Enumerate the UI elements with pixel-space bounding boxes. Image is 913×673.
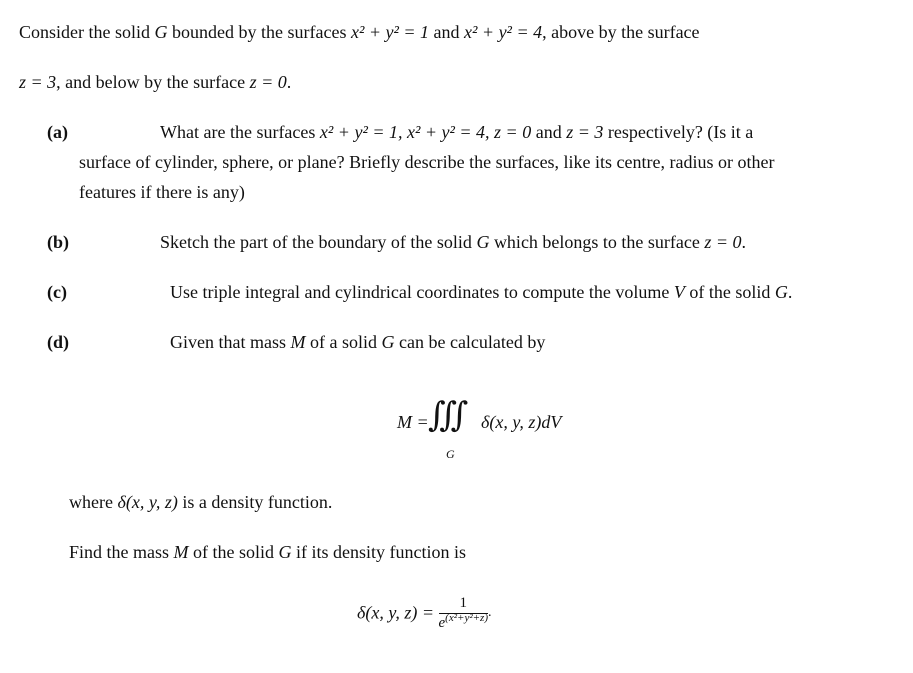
- intro-text: bounded by the surfaces: [167, 22, 351, 42]
- part-a-text: What are the surfaces: [160, 122, 320, 142]
- intro-line-2: [19, 71, 291, 93]
- part-a-line-1: [160, 121, 753, 143]
- part-a-line-2: surface of cylinder, sphere, or plane? Briefly describe the surfaces, like its centre, radius or other: [79, 152, 775, 172]
- triple-integral-symbol: ∭: [428, 397, 460, 434]
- part-b-text: which belongs to the surface: [489, 232, 705, 252]
- part-a-line-3: features if there is any): [79, 182, 245, 202]
- equation-top-plane: z = 3: [19, 72, 57, 92]
- fraction-denominator: [439, 614, 489, 632]
- part-d-line: [170, 331, 545, 353]
- where-text: is a density function.: [177, 492, 333, 512]
- solid-symbol: G: [381, 332, 395, 352]
- intro-text: and: [429, 22, 465, 42]
- part-d-text: can be calculated by: [394, 332, 546, 352]
- mass-symbol: M: [290, 332, 306, 352]
- where-text: where: [69, 492, 118, 512]
- density-formula-period: .: [488, 605, 492, 620]
- part-b-label: (b): [47, 232, 69, 252]
- part-a-equations: x² + y² = 1, x² + y² = 4, z = 0: [319, 122, 532, 142]
- intro-text: , above by the surface: [542, 22, 700, 42]
- density-fraction: [439, 594, 489, 632]
- part-d-label: (d): [47, 332, 69, 352]
- part-b-text: .: [741, 232, 747, 252]
- intro-text: Consider the solid: [19, 22, 155, 42]
- integral-region: G: [446, 447, 455, 461]
- equation-bottom-plane: z = 0: [249, 72, 287, 92]
- mass-symbol: M: [173, 542, 189, 562]
- part-a-text: respectively? (Is it a: [603, 122, 754, 142]
- solid-symbol: G: [774, 282, 788, 302]
- part-c-line: [170, 281, 792, 303]
- exp-base: e: [438, 615, 446, 631]
- part-c-text: of the solid: [684, 282, 775, 302]
- solid-symbol: G: [278, 542, 292, 562]
- part-a-equation-z3: z = 3: [566, 122, 604, 142]
- mass-formula-integrand: δ(x, y, z)dV: [481, 412, 562, 432]
- find-text: Find the mass: [69, 542, 174, 562]
- mass-formula-lhs: M =: [397, 412, 429, 432]
- part-d-text: Given that mass: [170, 332, 291, 352]
- find-text: of the solid: [188, 542, 279, 562]
- fraction-numerator: 1: [439, 594, 489, 614]
- density-formula: [357, 594, 492, 632]
- part-d-text: of a solid: [305, 332, 382, 352]
- intro-text: .: [286, 72, 292, 92]
- find-text: if its density function is: [291, 542, 467, 562]
- part-b-equation: z = 0: [704, 232, 742, 252]
- intro-text: , and below by the surface: [56, 72, 250, 92]
- equation-inner-cylinder: x² + y² = 1: [350, 22, 430, 42]
- part-c-text: Use triple integral and cylindrical coordinates to compute the volume: [170, 282, 674, 302]
- exp-power: (x²+y²+z): [445, 612, 488, 624]
- find-line: [69, 541, 466, 563]
- volume-symbol: V: [673, 282, 685, 302]
- solid-symbol: G: [154, 22, 168, 42]
- part-b-text: Sketch the part of the boundary of the solid: [160, 232, 477, 252]
- part-b-line: [160, 231, 746, 253]
- part-a-text: and: [531, 122, 567, 142]
- density-symbol: δ(x, y, z): [117, 492, 178, 512]
- density-formula-lhs: δ(x, y, z) =: [357, 602, 434, 623]
- intro-line-1: [19, 21, 700, 43]
- equation-outer-cylinder: x² + y² = 4: [464, 22, 543, 42]
- part-c-label: (c): [47, 282, 67, 302]
- part-a-label: (a): [47, 122, 68, 142]
- solid-symbol: G: [476, 232, 490, 252]
- where-line: [69, 491, 332, 513]
- part-c-text: .: [787, 282, 793, 302]
